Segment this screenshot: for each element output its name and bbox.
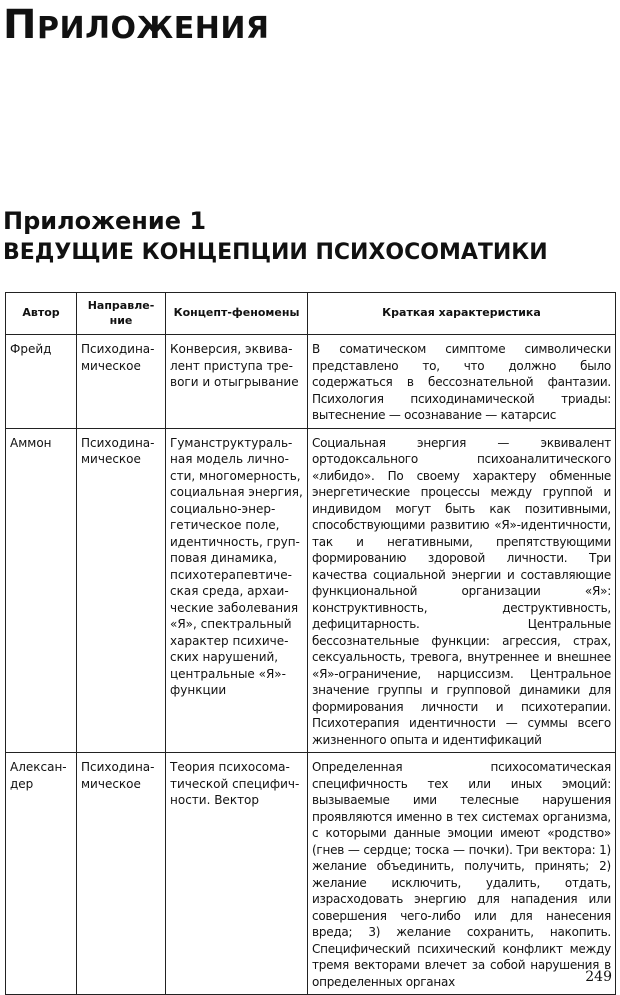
header-author [6,293,77,335]
table-row [6,335,616,429]
table-row [6,753,616,995]
cell-author: Алексан- дер [6,753,77,995]
cell-direction: Психодина- мическое [77,753,166,995]
cell-author: Фрейд [6,335,77,429]
page-number: 249 [585,969,612,985]
cell-description: Социальная энергия — эквивалент ортодоксального психоаналитического «либидо». По своему характеру обменные энергетические процессы между группой и индивидом могут быть как позитивными, способствующими развитию «Я»-идентичности, так и негативными, препятствующими формированию здоровой личности. Три качества социальной энергии и составляющие функциональной организации «Я»: конструктивность, деструктивность, дефицитарность. Центральные бессознательные функции: агрессия, страх, сексуальность, тревога, внутреннее и внешнее «Я»-ограничение, нарциссизм. Центральное значение группы и групповой динамики для формирования личности и психотерапии. Психотерапия идентичности — суммы всего жизненного опыта и идентификаций [308,428,616,753]
concepts-table [5,292,616,995]
cell-description: В соматическом симптоме символически представлено то, что должно было содержаться в бессознательной фантазии. Психология психодинамической триады: вытеснение — осознавание — катарсис [308,335,616,429]
header-concepts-label: Концепт-феномены [173,306,300,320]
header-description-label: Краткая характеристика [382,306,541,320]
chapter-title-initial: П [3,2,37,48]
header-direction [77,293,166,335]
table-row [6,428,616,753]
table-header-row [6,293,616,335]
header-concepts [166,293,308,335]
cell-concepts: Гуманструктураль- ная модель лично- сти, многомерность, социальная энергия, социально-энер- гетическое поле, идентичность, груп- повая динамика, психотерапевтиче- ская среда, архаи- ческие заболевания «Я», спектральный характер психиче- ских нарушений, центральные «Я»- функции [166,428,308,753]
chapter-title [3,2,270,48]
cell-description: Определенная психосоматическая специфичность тех или иных эмоций: вызываемые ими телесные нарушения проявляются именно в тех системах организма, с которыми данные эмоции имеют «родство» (гнев — сердце; тоска — почки). Три вектора: 1) желание объединить, получить, принять; 2) желание исключить, удалить, отдать, израсходовать энергию для нападения или совершения чего-либо или для нанесения вреда; 3) желание сохранить, накопить. Специфический психический конфликт между тремя векторами влечет за собой нарушения в определенных органах [308,753,616,995]
cell-concepts: Теория психосома- тической специфич- ности. Вектор [166,753,308,995]
cell-direction: Психодина- мическое [77,428,166,753]
header-author-label: Автор [22,306,60,320]
cell-author: Аммон [6,428,77,753]
header-direction-label: Направле- ние [87,299,155,327]
appendix-number: Приложение 1 [3,207,207,235]
header-description [308,293,616,335]
appendix-title: ВЕДУЩИЕ КОНЦЕПЦИИ ПСИХОСОМАТИКИ [3,240,548,265]
cell-concepts: Конверсия, эквива- лент приступа тре- воги и отыгрывание [166,335,308,429]
cell-direction: Психодина- мическое [77,335,166,429]
chapter-title-rest: РИЛОЖЕНИЯ [36,11,270,46]
